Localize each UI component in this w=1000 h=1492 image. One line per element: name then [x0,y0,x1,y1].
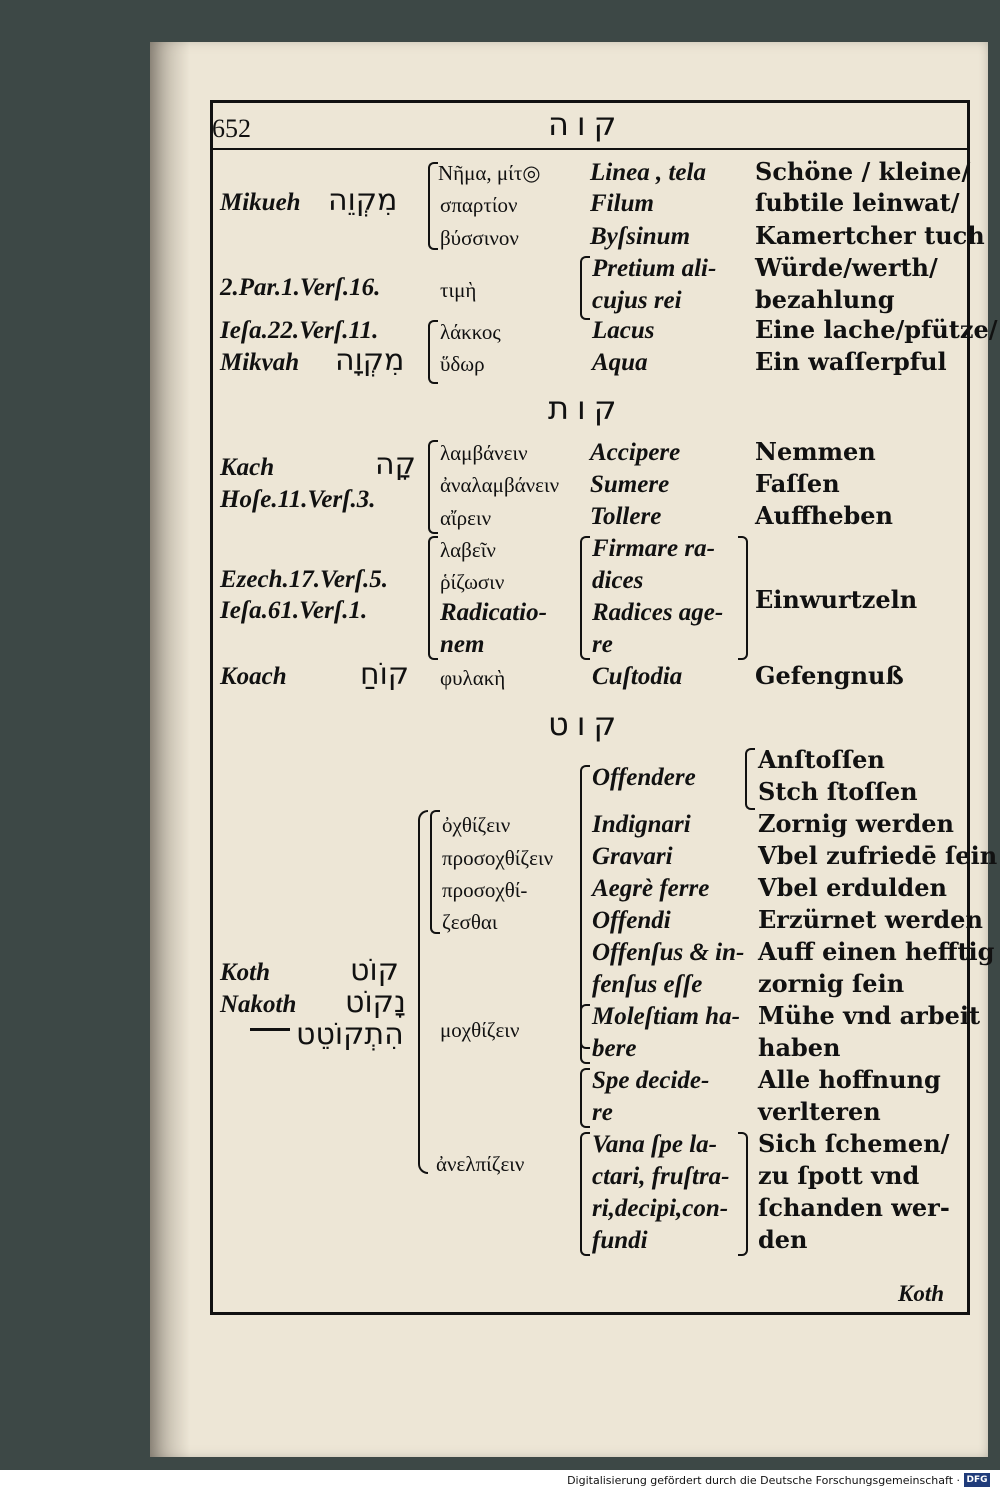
brace [428,320,438,384]
latin-word: Offendi [592,907,671,934]
latin-word: Sumere [590,471,670,498]
greek-word: λαβεῖν [440,538,496,562]
german-word: bezahlung [755,285,895,314]
greek-word: Νῆμα, μίτ◎ [438,161,541,185]
german-word: Auffheben [755,501,893,530]
german-word: Mühe vnd arbeit [758,1001,981,1030]
german-word: Faſſen [755,469,840,498]
german-word: haben [758,1033,841,1062]
latin-word: Cuſtodia [592,663,683,690]
frame-rule-bottom [210,1312,970,1315]
german-word: Zornig werden [758,809,954,838]
brace [738,1132,748,1256]
german-word: verlteren [758,1097,881,1126]
german-word: Einwurtzeln [755,585,918,614]
hebrew-word: קוֹט [350,953,399,988]
latin-word: Moleſtiam ha- [592,1003,740,1030]
greek-word: nem [440,631,485,658]
brace [580,1068,590,1128]
greek-word: ἀναλαμβάνειν [440,473,560,497]
footer-credit: Digitalisierung gefördert durch die Deutsche Forschungsgemeinschaft · [567,1474,960,1487]
german-word: Erzürnet werden [758,905,983,934]
root-transliteration: Kach [220,454,275,481]
latin-word: Aegrè ferre [592,875,710,902]
latin-word: Offendere [592,764,696,791]
german-word: Kamertcher tuch [755,221,985,250]
german-word: Vbel erdulden [758,873,947,902]
root-transliteration: Mikvah [220,349,300,376]
brace [580,256,590,320]
digitization-footer [0,1470,1000,1492]
latin-word: Firmare ra- [592,535,715,562]
latin-word: cujus rei [592,287,682,314]
latin-word: Tollere [590,503,662,530]
german-word: Schöne / kleine/ [755,157,971,186]
brace [580,1004,590,1064]
greek-word: ὕδωρ [440,352,485,376]
brace [428,162,438,250]
latin-word: Lacus [592,317,655,344]
frame-rule-top [210,100,970,103]
greek-word: Radicatio- [440,599,547,626]
hebrew-word: הִתְקוֹטֵט [296,1017,404,1052]
german-word: Sich ſchemen/ [758,1129,950,1158]
greek-word: βύσσινον [440,226,519,250]
brace [580,536,590,660]
german-word: ſchanden wer- [758,1193,950,1222]
latin-word: ri,decipi,con- [592,1195,729,1222]
scripture-reference: Hoſe.11.Verſ.3. [220,486,376,513]
latin-word: Aqua [592,349,648,376]
latin-word: fundi [592,1227,648,1254]
latin-word: Radices age- [592,599,724,626]
root-transliteration: Koth [220,959,271,986]
latin-word: Vana ſpe la- [592,1131,717,1158]
brace [428,536,438,660]
brace [738,536,748,660]
latin-word: Offenſus & in- [592,939,745,966]
brace [428,440,438,534]
latin-word: dices [592,567,644,594]
root-transliteration: Nakoth [220,991,297,1018]
greek-word: λάκκος [440,320,501,344]
greek-word: λαμβάνειν [440,441,528,465]
hebrew-word: מִקְוָה [335,343,405,378]
german-word: Stch ſtoſſen [758,777,918,806]
latin-word: fenſus eſſe [592,971,703,998]
greek-word: μοχθίζειν [440,1018,520,1042]
latin-word: Linea , tela [590,159,706,186]
hebrew-word: קָה [375,447,416,482]
latin-word: Spe decide- [592,1067,710,1094]
hebrew-word: מִקְוֵה [328,183,398,218]
greek-word: αἴρειν [440,506,492,530]
latin-word: re [592,1099,613,1126]
root-transliteration: Mikueh [220,189,301,216]
greek-word: σπαρτίον [440,193,518,217]
german-word: Vbel zufriedē ſein [758,841,998,870]
german-word: Auff einen hefftig [758,937,995,966]
dfg-logo: DFG [964,1473,990,1487]
header-hebrew: קוה [548,105,625,143]
latin-word: Pretium ali- [592,255,717,282]
brace [418,810,428,1174]
hebrew-word: קוֹחַ [360,657,410,692]
section-heading-hebrew: קוט [548,705,625,743]
latin-word: bere [592,1035,637,1062]
header-rule [210,148,970,150]
german-word: zu ſpott vnd [758,1161,920,1190]
german-word: Würde/werth/ [755,253,938,282]
greek-word: ἀνελπίζειν [436,1152,525,1176]
root-transliteration: Koach [220,663,287,690]
dash-rule [250,1028,290,1031]
brace [430,810,440,934]
scripture-reference: Ieſa.61.Verſ.1. [220,597,368,624]
hebrew-word: נָקוֹט [345,985,406,1020]
latin-word: Filum [590,190,654,217]
spine-shadow [150,42,190,1457]
greek-word: προσοχθί- [442,878,528,902]
latin-word: Byſsinum [590,223,691,250]
latin-word: Indignari [592,811,691,838]
latin-word: re [592,631,613,658]
latin-word: Accipere [590,439,681,466]
scripture-reference: Ezech.17.Verſ.5. [220,566,389,593]
greek-word: ζεσθαι [442,910,498,934]
german-word: zornig ſein [758,969,905,998]
greek-word: τιμὴ [440,278,477,302]
latin-word: Gravari [592,843,673,870]
catchword: Koth [898,1281,945,1306]
german-word: Eine lache/pfütze/ [755,315,998,344]
german-word: Anſtoſſen [758,745,885,774]
section-heading-hebrew: קות [548,389,625,427]
latin-word: ctari, fruſtra- [592,1163,730,1190]
greek-word: ὀχθίζειν [442,813,511,837]
greek-word: φυλακὴ [440,666,506,690]
brace [580,1132,590,1256]
frame-rule-right [967,100,970,1315]
german-word: Nemmen [755,437,876,466]
page-number: 652 [212,114,251,143]
greek-word: ῥίζωσιν [440,570,505,594]
scripture-reference: 2.Par.1.Verſ.16. [220,274,381,301]
german-word: Alle hoffnung [758,1065,941,1094]
german-word: Ein waſſerpful [755,347,947,376]
frame-rule-left [210,100,213,1315]
german-word: Gefengnuß [755,661,904,690]
brace [745,748,755,810]
scripture-reference: Ieſa.22.Verſ.11. [220,317,379,344]
german-word: den [758,1225,808,1254]
greek-word: προσοχθίζειν [442,846,554,870]
german-word: ſubtile leinwat/ [755,188,960,217]
